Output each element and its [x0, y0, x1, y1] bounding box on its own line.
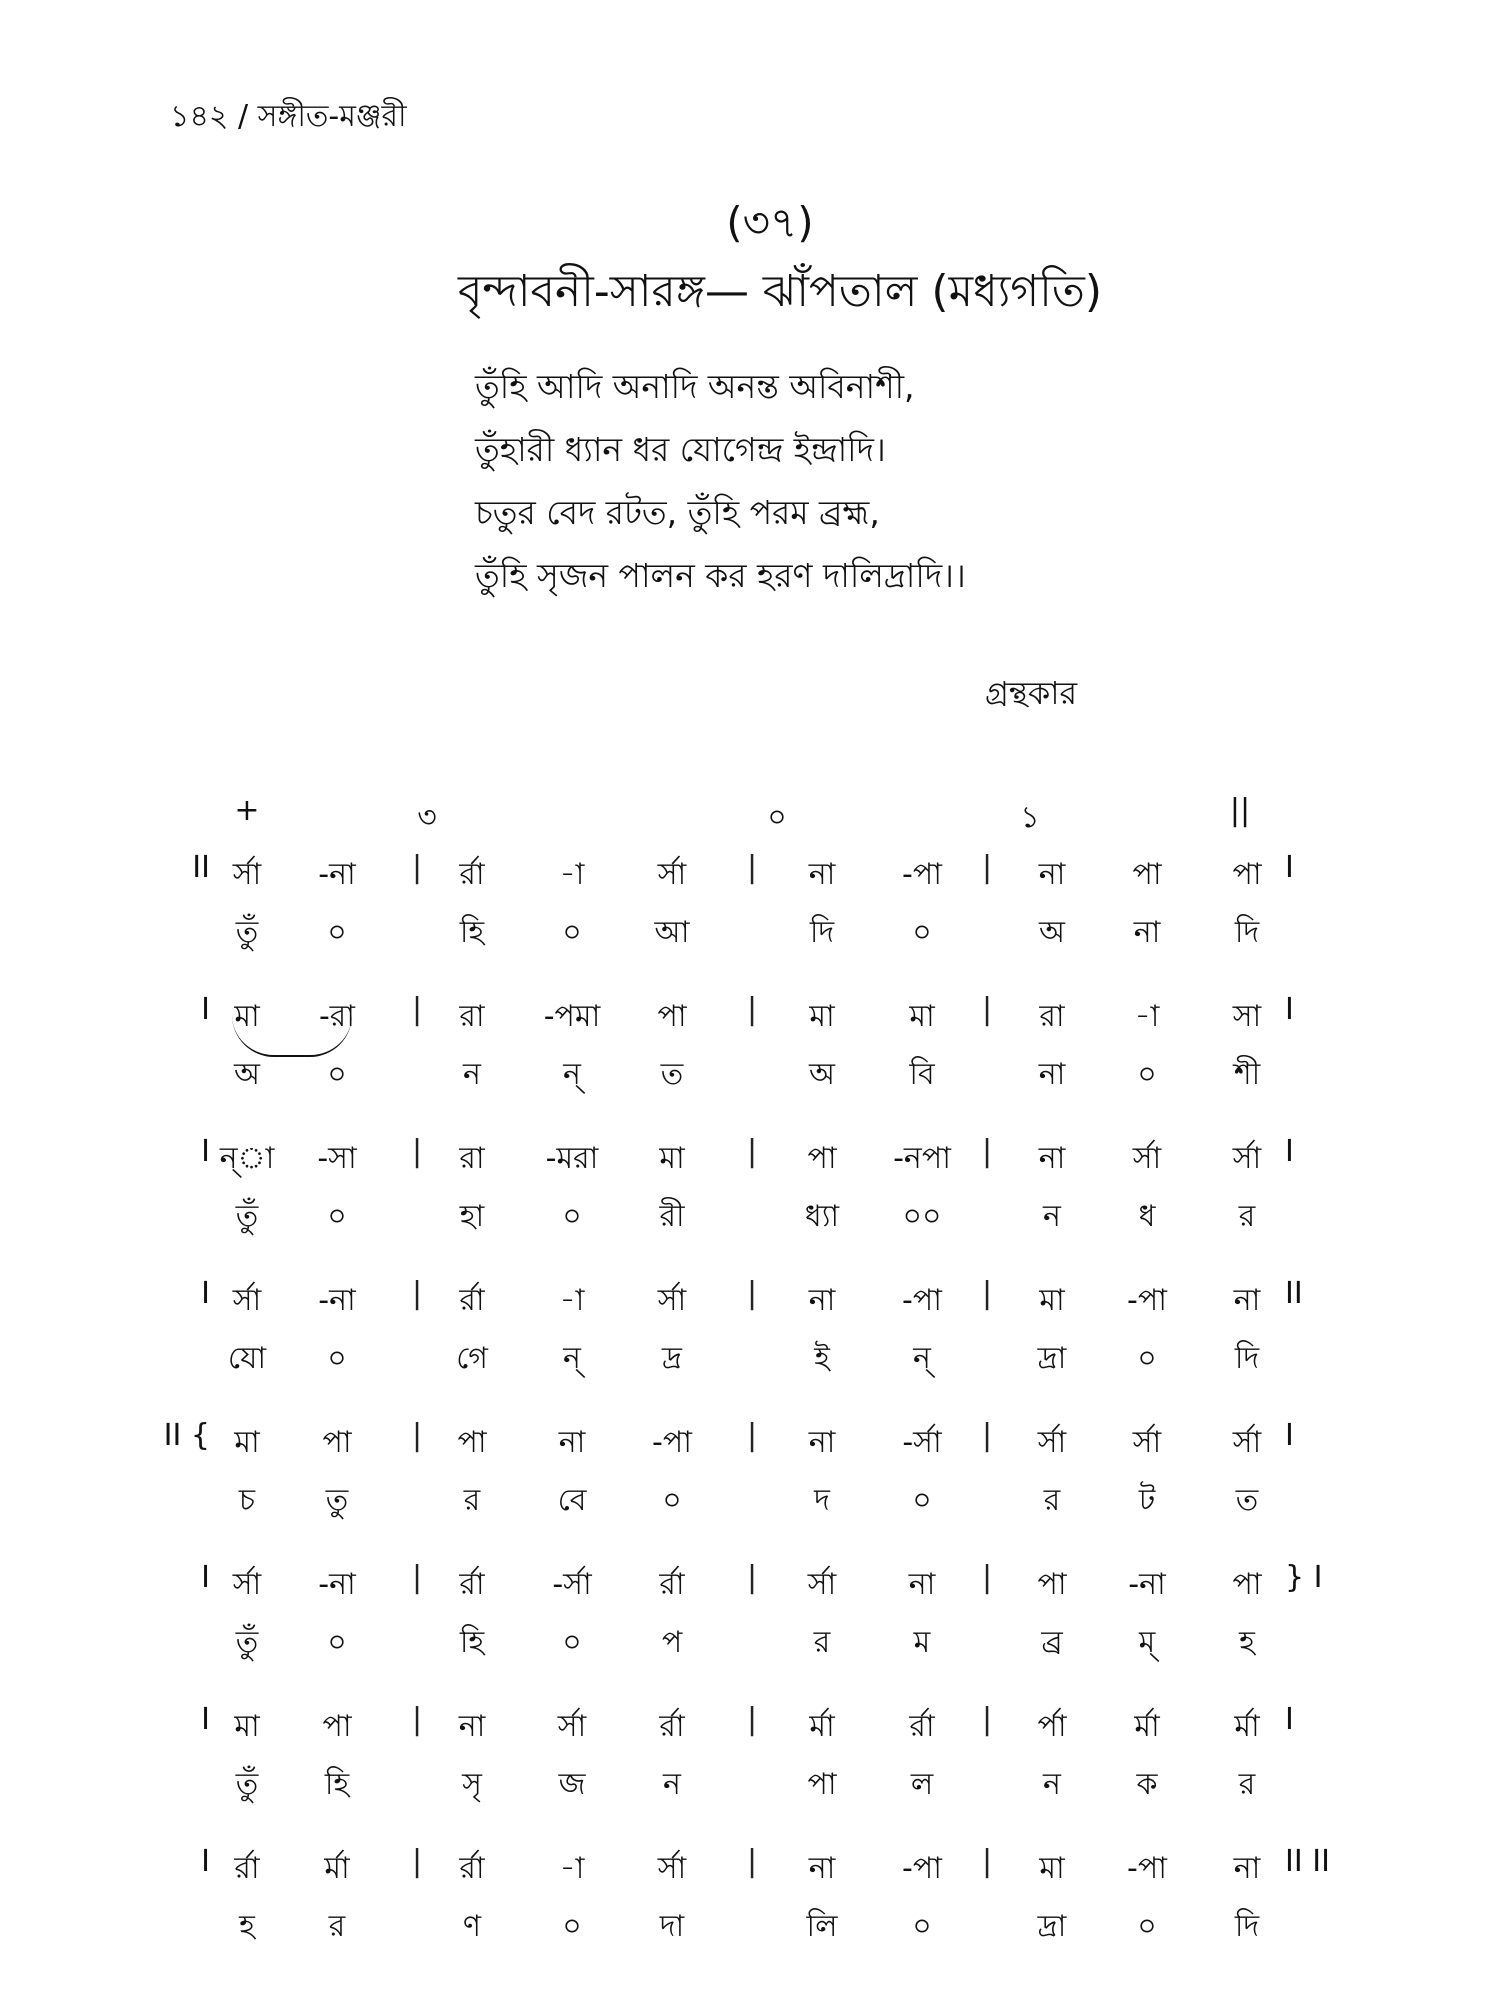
swara-note: -না [318, 1567, 356, 1602]
swara-note: না [908, 1567, 936, 1602]
swara-note: না [1233, 1283, 1261, 1318]
vibhag-divider: | [411, 1702, 423, 1737]
swara-note: -পা [652, 1425, 692, 1460]
swara-note: না [1038, 1141, 1066, 1176]
lyric-syllable: ০ [327, 1199, 347, 1234]
swara-note: র্সা [657, 857, 687, 892]
swara-note: না [1038, 857, 1066, 892]
row-end-bar: I [1285, 850, 1294, 885]
swara-note: মা [659, 1141, 685, 1176]
swara-note: পা [1037, 1567, 1067, 1602]
swara-note: র্রা [909, 1709, 935, 1744]
lyric-syllable: ধ্যা [804, 1199, 840, 1234]
swara-note: পা [322, 1709, 352, 1744]
vibhag-divider: | [746, 1560, 758, 1595]
vibhag-divider: | [746, 1702, 758, 1737]
vibhag-divider: | [411, 1844, 423, 1879]
lyric-line: চতুর বেদ রটত, তুঁহি পরম ব্রহ্ম, [475, 493, 880, 532]
row-start-bar: I [201, 1702, 210, 1737]
swara-note: -না [1128, 1567, 1166, 1602]
row-end-bar: II II [1285, 1844, 1330, 1879]
swara-note: র্রা [459, 1567, 485, 1602]
lyric-syllable: ০ [662, 1483, 682, 1518]
lyric-syllable: ০ [327, 915, 347, 950]
lyric-syllable: ০ [912, 1909, 932, 1944]
swara-note: র্সা [557, 1709, 587, 1744]
swara-note: -পা [1127, 1283, 1167, 1318]
swara-note: র্মা [809, 1709, 835, 1744]
lyric-syllable: অ [234, 1057, 260, 1092]
lyric-syllable: ০ [912, 915, 932, 950]
vibhag-divider: | [411, 1560, 423, 1595]
vibhag-divider: | [746, 1276, 758, 1311]
swara-note: র্রা [659, 1709, 685, 1744]
vibhag-divider: | [981, 1134, 993, 1169]
lyric-syllable: ম [913, 1625, 931, 1660]
lyric-syllable: হা [459, 1199, 485, 1234]
swara-note: র্মা [1234, 1709, 1260, 1744]
lyric-syllable: ০ [562, 1909, 582, 1944]
lyric-syllable: ০ [562, 1199, 582, 1234]
row-end-bar: I [1285, 1702, 1294, 1737]
row-end-bar: II [1285, 1276, 1303, 1311]
lyric-syllable: বে [557, 1483, 587, 1518]
swara-note: র্সা [1037, 1425, 1067, 1460]
lyric-syllable: ত [1235, 1483, 1259, 1518]
lyric-syllable: ন [663, 1767, 681, 1802]
lyric-syllable: তুঁ [235, 1199, 259, 1234]
swara-note: মা [1039, 1851, 1065, 1886]
swara-note: -া [559, 857, 585, 892]
swara-note: র্সা [657, 1283, 687, 1318]
swara-note: মা [234, 999, 260, 1034]
lyric-syllable: হ [239, 1909, 255, 1944]
swara-note: না [808, 1283, 836, 1318]
row-start-bar: I [201, 1276, 210, 1311]
lyric-syllable: ন্ [563, 1341, 581, 1376]
swara-note: র্রা [659, 1567, 685, 1602]
swara-note: না [458, 1709, 486, 1744]
lyric-syllable: না [1038, 1057, 1066, 1092]
lyric-syllable: দা [659, 1909, 685, 1944]
lyric-syllable: লি [806, 1909, 838, 1944]
vibhag-divider: | [746, 1134, 758, 1169]
lyric-syllable: তুঁ [235, 1625, 259, 1660]
swara-note: -পা [902, 1283, 942, 1318]
lyric-line: তুঁহি আদি অনাদি অনন্ত অবিনাশী, [475, 367, 915, 406]
lyric-syllable: গে [456, 1341, 488, 1376]
swara-note: -া [1134, 999, 1160, 1034]
row-end-bar: I [1285, 1418, 1294, 1453]
lyric-syllable: হি [324, 1767, 350, 1802]
swara-note: -পা [902, 1851, 942, 1886]
swara-note: র্রা [459, 1283, 485, 1318]
lyric-syllable: তুঁ [235, 915, 259, 950]
swara-note: পা [1232, 1567, 1262, 1602]
lyric-syllable: দ [814, 1483, 830, 1518]
row-end-bar: I [1285, 992, 1294, 1027]
swara-note: পা [1132, 857, 1162, 892]
lyric-syllable: ০ [912, 1483, 932, 1518]
lyric-syllable: না [1133, 915, 1161, 950]
lyric-syllable: ব্র [1041, 1625, 1063, 1660]
row-start-bar: I [201, 1560, 210, 1595]
lyric-syllable: পা [807, 1767, 837, 1802]
swara-note: র্রা [459, 1851, 485, 1886]
swara-note: পা [1232, 857, 1262, 892]
row-start-bar: II { [163, 1418, 210, 1453]
lyric-syllable: শী [1233, 1057, 1261, 1092]
swara-note: রা [1039, 999, 1065, 1034]
lyric-syllable: দ্র [662, 1341, 682, 1376]
vibhag-divider: | [411, 1134, 423, 1169]
swara-note: -না [318, 857, 356, 892]
swara-note: না [808, 857, 836, 892]
row-end-bar: } I [1285, 1560, 1323, 1595]
lyric-syllable: অ [809, 1057, 835, 1092]
lyric-syllable: র [1238, 1767, 1256, 1802]
swara-note: র্রা [459, 857, 485, 892]
vibhag-divider: | [411, 1418, 423, 1453]
swara-note: -র্সা [902, 1425, 942, 1460]
swara-note: মা [234, 1425, 260, 1460]
lyrics-block [475, 355, 966, 607]
lyric-line: তুঁহারী ধ্যান ধর যোগেন্দ্র ইন্দ্রাদি। [475, 430, 886, 469]
swara-note: মা [1039, 1283, 1065, 1318]
lyric-syllable: র [1043, 1483, 1061, 1518]
vibhag-divider: | [411, 850, 423, 885]
swara-note: র্সা [1132, 1425, 1162, 1460]
vibhag-divider: | [981, 1702, 993, 1737]
lyric-syllable: ০ [1137, 1341, 1157, 1376]
lyric-syllable: দ্রা [1037, 1909, 1067, 1944]
lyric-syllable: ন্ [913, 1341, 931, 1376]
swara-note: পা [457, 1425, 487, 1460]
lyric-syllable: ০০ [902, 1199, 942, 1234]
vibhag-divider: | [981, 1418, 993, 1453]
swara-note: র্সা [1232, 1141, 1262, 1176]
swara-note: র্সা [657, 1851, 687, 1886]
swara-note: মা [809, 999, 835, 1034]
lyric-syllable: আ [654, 915, 690, 950]
swara-note: -মরা [545, 1141, 599, 1176]
lyric-syllable: হি [459, 915, 485, 950]
lyric-syllable: অ [1039, 915, 1065, 950]
vibhag-divider: | [746, 1844, 758, 1879]
swara-note: রা [459, 999, 485, 1034]
lyric-syllable: ই [814, 1341, 830, 1376]
vibhag-divider: | [411, 1276, 423, 1311]
running-header: ১৪২ / সঙ্গীত-মঞ্জরী [170, 99, 407, 134]
lyric-syllable: ০ [327, 1625, 347, 1660]
swara-note: -া [559, 1283, 585, 1318]
vibhag-divider: | [981, 1560, 993, 1595]
lyric-syllable: চ [238, 1483, 256, 1518]
tala-mark: ১ [1020, 800, 1040, 835]
swara-note: -নপা [893, 1141, 951, 1176]
swara-note: পা [657, 999, 687, 1034]
swara-note: পা [807, 1141, 837, 1176]
vibhag-divider: | [981, 850, 993, 885]
row-start-bar: I [201, 1134, 210, 1169]
lyric-syllable: ন্ [563, 1057, 581, 1092]
swara-note: র্রা [234, 1851, 260, 1886]
swara-note: -পা [1127, 1851, 1167, 1886]
swara-note: -র্সা [552, 1567, 592, 1602]
swara-note: মা [234, 1709, 260, 1744]
vibhag-divider: | [746, 992, 758, 1027]
row-start-bar: I [201, 1844, 210, 1879]
row-start-bar: I [201, 992, 210, 1027]
tala-mark: || [1229, 793, 1251, 828]
lyric-syllable: ০ [1137, 1909, 1157, 1944]
row-start-bar: II [192, 850, 210, 885]
song-number: (৩৭) [726, 198, 814, 247]
vibhag-divider: | [746, 850, 758, 885]
lyric-syllable: ণ [462, 1909, 482, 1944]
lyric-syllable: ক [1136, 1767, 1158, 1802]
row-end-bar: I [1285, 1134, 1294, 1169]
lyric-syllable: হ [1239, 1625, 1255, 1660]
lyric-syllable: তু [325, 1483, 349, 1518]
lyric-syllable: ম্ [1138, 1625, 1156, 1660]
lyric-syllable: র [328, 1909, 346, 1944]
swara-note: ন্া [219, 1141, 275, 1176]
swara-note: -রা [318, 999, 356, 1034]
swara-note: না [808, 1425, 836, 1460]
lyric-syllable: যো [227, 1341, 267, 1376]
lyric-syllable: ০ [562, 915, 582, 950]
swara-note: না [558, 1425, 586, 1460]
swara-note: র্মা [324, 1851, 350, 1886]
lyric-syllable: ন [1043, 1767, 1061, 1802]
swara-note: -না [318, 1283, 356, 1318]
swara-note: র্সা [1232, 1425, 1262, 1460]
lyric-syllable: হি [459, 1625, 485, 1660]
swara-note: র্সা [232, 1567, 262, 1602]
swara-note: র্সা [1132, 1141, 1162, 1176]
lyric-syllable: দ্রা [1037, 1341, 1067, 1376]
vibhag-divider: | [746, 1418, 758, 1453]
vibhag-divider: | [411, 992, 423, 1027]
lyric-syllable: ল [910, 1767, 934, 1802]
swara-note: রা [459, 1141, 485, 1176]
lyric-syllable: ন [463, 1057, 481, 1092]
swara-note: -সা [317, 1141, 357, 1176]
lyric-syllable: র [463, 1483, 481, 1518]
swara-note: না [1233, 1851, 1261, 1886]
lyric-syllable: রী [659, 1199, 685, 1234]
vibhag-divider: | [981, 992, 993, 1027]
lyric-syllable: ০ [562, 1625, 582, 1660]
lyric-line: তুঁহি সৃজন পালন কর হরণ দালিদ্রাদি।। [475, 556, 966, 595]
lyric-syllable: ট [1138, 1483, 1156, 1518]
lyric-syllable: র [1238, 1199, 1256, 1234]
swara-note: র্সা [232, 1283, 262, 1318]
swara-note: মা [909, 999, 935, 1034]
vibhag-divider: | [981, 1844, 993, 1879]
lyric-syllable: সৃ [462, 1767, 482, 1802]
lyric-syllable: জ [558, 1767, 586, 1802]
lyric-syllable: ন [1043, 1199, 1061, 1234]
swara-note: র্মা [1134, 1709, 1160, 1744]
swara-note: র্সা [232, 857, 262, 892]
swara-note: সা [1232, 999, 1262, 1034]
swara-note: পা [322, 1425, 352, 1460]
swara-note: -া [559, 1851, 585, 1886]
lyric-syllable: দি [1234, 1909, 1260, 1944]
lyric-syllable: ০ [327, 1057, 347, 1092]
lyric-syllable: বি [909, 1057, 935, 1092]
song-title: বৃন্দাবনী-সারঙ্গ— ঝাঁপতাল (মধ্যগতি) [457, 266, 1103, 317]
tala-mark: + [234, 793, 260, 828]
swara-note: -পমা [543, 999, 601, 1034]
lyric-syllable: ধ [1138, 1199, 1156, 1234]
tala-mark: ০ [767, 800, 787, 835]
lyric-syllable: ত [660, 1057, 684, 1092]
lyric-syllable: র [813, 1625, 831, 1660]
lyric-syllable: প [661, 1625, 683, 1660]
lyric-syllable: দি [809, 915, 835, 950]
vibhag-divider: | [981, 1276, 993, 1311]
tala-mark: ৩ [417, 800, 437, 835]
lyric-syllable: ০ [327, 1341, 347, 1376]
author-credit: গ্রন্থকার [985, 674, 1078, 712]
swara-note: না [808, 1851, 836, 1886]
swara-note: র্সা [807, 1567, 837, 1602]
lyric-syllable: দি [1234, 915, 1260, 950]
lyric-syllable: ০ [1137, 1057, 1157, 1092]
lyric-syllable: তুঁ [235, 1767, 259, 1802]
swara-note: -পা [902, 857, 942, 892]
lyric-syllable: দি [1234, 1341, 1260, 1376]
swara-note: র্পা [1037, 1709, 1067, 1744]
